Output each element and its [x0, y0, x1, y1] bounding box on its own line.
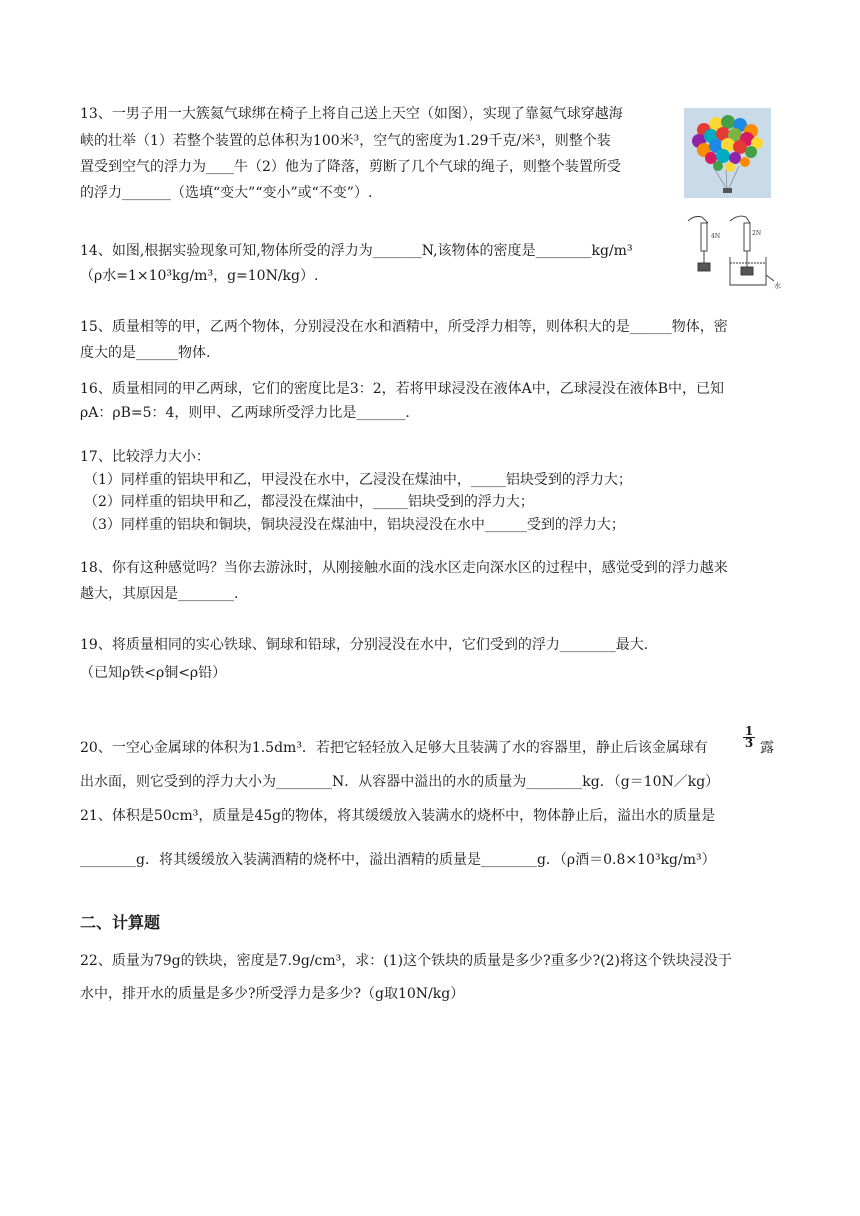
fraction-numerator: 1 — [744, 724, 754, 738]
q20-line1: 20、一空心金属球的体积为1.5dm³．若把它轻轻放入足够大且装满了水的容器里，静止后该金属球有 — [80, 740, 708, 756]
q13-line4: 的浮力_______（选填“变大”“变小”或“不变”）. — [80, 185, 373, 201]
q22-line2: 水中，排开水的质量是多少?所受浮力是多少?（g取10N/kg） — [80, 986, 465, 1002]
scale-reading-left: 4N — [711, 233, 721, 240]
q16-line1: 16、质量相同的甲乙两球，它们的密度比是3：2，若将甲球浸没在液体A中，乙球浸没在液体B中，已知 — [80, 381, 725, 397]
q17-line2: （1）同样重的铝块甲和乙，甲浸没在水中，乙浸没在煤油中，_____铝块受到的浮力大； — [84, 472, 632, 488]
q16-line2: ρA：ρB=5：4，则甲、乙两球所受浮力比是_______. — [80, 405, 410, 421]
fraction-one-third — [743, 726, 755, 749]
q17-line3: （2）同样重的铝块甲和乙，都浸没在煤油中，_____铝块受到的浮力大； — [84, 494, 534, 510]
q21-line2: ________g．将其缓缓放入装满酒精的烧杯中，溢出酒精的质量是________g．（ρ酒＝0.8×10³kg/m³） — [80, 852, 716, 868]
spring-scale-figure — [686, 211, 782, 291]
q17-line4: （3）同样重的铝块和铜块，铜块浸没在煤油中，铝块浸没在水中______受到的浮力大； — [84, 517, 625, 533]
q18-line1: 18、你有这种感觉吗？当你去游泳时，从刚接触水面的浅水区走向深水区的过程中，感觉受到的浮力越来 — [80, 560, 728, 576]
q20-line1-tail: 露 — [760, 740, 774, 756]
q18-line2: 越大，其原因是________. — [80, 586, 239, 602]
fraction-denominator: 3 — [744, 736, 754, 750]
q13-line1: 13、一男子用一大簇氦气球绑在椅子上将自己送上天空（如图），实现了靠氦气球穿越海 — [80, 106, 623, 122]
q22-line1: 22、质量为79g的铁块，密度是7.9g/cm³，求：(1)这个铁块的质量是多少?重多少?(2)将这个铁块浸没于 — [80, 953, 732, 969]
q15-line2: 度大的是______物体. — [80, 345, 211, 361]
q13-line2: 峡的壮举（1）若整个装置的总体积为100米³，空气的密度为1.29千克/米³，则整个装 — [80, 133, 611, 149]
q15-line1: 15、质量相等的甲，乙两个物体，分别浸没在水和酒精中，所受浮力相等，则体积大的是______物体，密 — [80, 319, 728, 335]
section-heading-calculation: 二、计算题 — [80, 913, 161, 932]
q14-line2: （ρ水=1×10³kg/m³，g=10N/kg）. — [80, 268, 319, 284]
q19-line1: 19、将质量相同的实心铁球、铜球和铅球，分别浸没在水中，它们受到的浮力________最大. — [80, 637, 649, 653]
q17-line1: 17、比较浮力大小： — [80, 449, 210, 465]
q14-line1: 14、如图,根据实验现象可知,物体所受的浮力为_______N,该物体的密度是________kg/m³ — [80, 243, 633, 259]
q21-line1: 21、体积是50cm³，质量是45g的物体，将其缓缓放入装满水的烧杯中，物体静止后，溢出水的质量是 — [80, 808, 716, 824]
water-label: 水 — [774, 282, 781, 290]
q19-line2: （已知ρ铁<ρ铜<ρ铅） — [80, 665, 227, 681]
q20-line2: 出水面，则它受到的浮力大小为________N．从容器中溢出的水的质量为________kg．（g＝10N／kg） — [80, 774, 720, 790]
q13-line3: 置受到空气的浮力为____牛（2）他为了降落，剪断了几个气球的绳子，则整个装置所受 — [80, 159, 621, 175]
balloon-chair-image — [684, 108, 771, 198]
scale-reading-right: 2N — [752, 230, 762, 237]
